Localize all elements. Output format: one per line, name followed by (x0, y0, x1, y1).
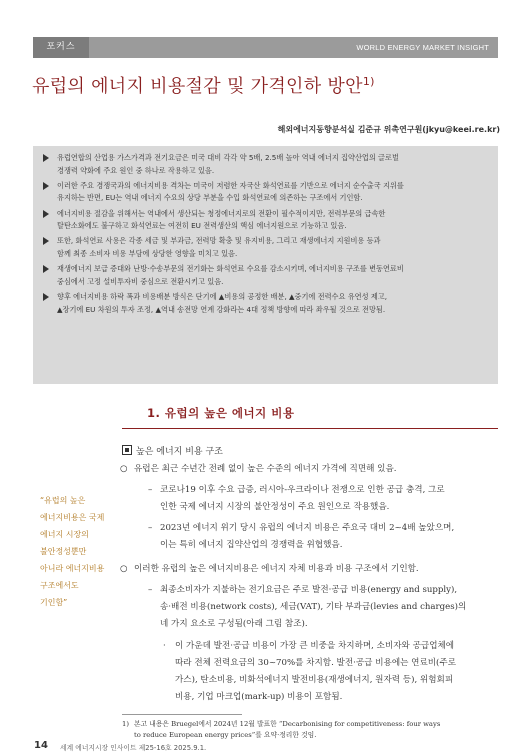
pull-quote-line: 아니라 에너지비용 (40, 564, 105, 573)
pull-quote-line: 불안정성뿐만 (40, 547, 87, 556)
footnote-divider (122, 714, 242, 715)
pull-quote-line: 에너지비용은 국제 (40, 513, 105, 522)
title-text: 유럽의 에너지 비용절감 및 가격인하 방안 (32, 76, 363, 97)
summary-item (57, 291, 486, 316)
summary-line: 에너지비용 절감을 위해서는 역내에서 생산되는 청정에너지로의 전환이 필수적이지만, 전력부문의 급속한 (57, 208, 386, 218)
subheading-text: 높은 에너지 비용 구조 (136, 447, 223, 457)
dash-bullet-icon: – (148, 523, 153, 533)
paragraph-2a-line: 송·배전 비용(network costs), 세금(VAT), 기타 부과금(levies and charges)의 (160, 602, 467, 612)
summary-line: 또한, 화석연료 사용은 각종 세금 및 부과금, 전력망 확충 및 유지비용, 그리고 재생에너지 지원비용 등과 (57, 236, 381, 246)
page-title (32, 72, 375, 98)
author-line: 해외에너지동향분석실 김준규 위촉연구원(jkyu@keei.re.kr) (277, 125, 500, 134)
summary-line: 이러한 주요 경쟁국과의 에너지비용 격차는 미국이 저렴한 자국산 화석연료를 기반으로 에너지 순수출국 지위를 (57, 180, 404, 190)
pull-quote-line: 기인함” (40, 598, 68, 607)
paragraph-2-text: 이러한 유럽의 높은 에너지비용은 에너지 자체 비용과 비용 구조에서 기인함. (134, 564, 419, 574)
subheading (122, 444, 223, 457)
section-tab: 포커스 (33, 37, 89, 58)
pull-quote-line: 에너지 시장의 (40, 530, 89, 539)
summary-item (57, 235, 486, 260)
paragraph-2b-line: 가스), 탄소비용, 비화석에너지 발전비용(재생에너지, 원자력 등), 위험회피 (175, 675, 454, 685)
title-footnote-ref[interactable]: 1) (362, 75, 375, 88)
summary-item (57, 180, 486, 205)
footnote-line: to reduce European energy prices”를 요약·정리한 것임. (134, 730, 317, 739)
paragraph-2a-line: 최종소비자가 지불하는 전기요금은 주로 발전·공급 비용(energy and supply), (160, 585, 458, 595)
dot-bullet-icon: · (163, 641, 166, 651)
header-bar (33, 37, 498, 58)
page-number: 14 (34, 740, 48, 751)
triangle-bullet-icon (43, 237, 49, 245)
summary-item (57, 263, 486, 288)
triangle-bullet-icon (43, 293, 49, 301)
summary-line: ▲장기에 EU 차원의 투자 조정, ▲역내 송전망 연계 강화라는 4대 정책 방향에 따라 좌우될 것으로 전망됨. (57, 304, 386, 314)
footnote-line: 본고 내용은 Bruegel에서 2024년 12월 발표한 “Decarbonising for competitiveness: four ways (134, 720, 441, 728)
paragraph-1a-line: 인한 국제 에너지 시장의 불안정성이 주요 원인으로 작용했음. (160, 502, 390, 512)
summary-line: 함께 최종 소비자 비용 부담에 상당한 영향을 미치고 있음. (57, 248, 238, 258)
summary-item (57, 208, 486, 233)
paragraph-2b-line: 따라 전체 전력요금의 30~70%를 차지함. 발전·공급 비용에는 연료비(주로 (175, 658, 457, 668)
section-divider (122, 428, 498, 429)
paragraph-2 (120, 561, 494, 578)
summary-list (33, 146, 498, 316)
paragraph-1-text: 유럽은 최근 수년간 전례 없이 높은 수준의 에너지 가격에 직면해 있음. (134, 464, 397, 474)
paragraph-2a (148, 582, 498, 633)
publication-name: WORLD ENERGY MARKET INSIGHT (356, 43, 489, 52)
summary-line: 유지하는 반면, EU는 역내 에너지 수요의 상당 부분을 수입 화석연료에 의존하는 구조에서 기인함. (57, 193, 363, 203)
triangle-bullet-icon (43, 182, 49, 190)
summary-line: 중심에서 고정 설비투자비 중심으로 전환시키고 있음. (57, 276, 224, 286)
paragraph-2a-line: 네 가지 요소로 구성됨(아래 그림 참조). (160, 619, 308, 629)
summary-item (57, 152, 486, 177)
circle-bullet-icon: ○ (120, 564, 128, 574)
summary-line: 탈탄소화에도 불구하고 화석연료는 여전히 EU 전력생산의 핵심 에너지원으로 기능하고 있음. (57, 221, 347, 231)
paragraph-1b (148, 520, 498, 554)
paragraph-1b-line: 이는 특히 에너지 집약산업의 경쟁력을 위협했음. (160, 540, 343, 550)
summary-line: 유럽연합의 산업용 가스가격과 전기요금은 미국 대비 각각 약 5배, 2.5배 높아 역내 에너지 집약산업의 글로벌 (57, 153, 399, 162)
footnote (122, 719, 498, 740)
triangle-bullet-icon (43, 154, 49, 162)
summary-box (33, 146, 498, 384)
paragraph-1a-line: 코로나19 이후 수요 급증, 러시아-우크라이나 전쟁으로 인한 공급 충격, 그로 (160, 485, 445, 495)
dash-bullet-icon: – (148, 485, 153, 495)
paragraph-2b-line: 비용, 기업 마크업(mark-up) 비용이 포함됨. (175, 692, 343, 702)
summary-line: 경쟁력 약화에 주요 원인 중 하나로 작용하고 있음. (57, 165, 215, 175)
square-bullet-icon (122, 445, 132, 455)
pull-quote (40, 492, 112, 611)
footnote-number: 1) (122, 720, 129, 728)
paragraph-2b-line: 이 가운데 발전·공급 비용이 가장 큰 비중을 차지하며, 소비자와 공급업체에 (175, 641, 455, 651)
circle-bullet-icon: ○ (120, 464, 128, 474)
triangle-bullet-icon (43, 210, 49, 218)
summary-line: 향후 에너지비용 하락 폭과 비용배분 방식은 단기에 ▲비용의 공정한 배분, ▲중기에 전력수요 유연성 제고, (57, 291, 387, 301)
paragraph-1 (120, 461, 494, 478)
paragraph-1b-line: 2023년 에너지 위기 당시 유럽의 에너지 비용은 주요국 대비 2~4배 높았으며, (160, 523, 455, 533)
dash-bullet-icon: – (148, 585, 153, 595)
summary-line: 재생에너지 보급 증대와 난방·수송부문의 전기화는 화석연료 수요를 감소시키며, 에너지비용 구조를 변동연료비 (57, 264, 404, 274)
section-title: 1. 유럽의 높은 에너지 비용 (147, 406, 295, 420)
triangle-bullet-icon (43, 265, 49, 273)
paragraph-1a (148, 482, 498, 516)
pull-quote-line: 구조에서도 (40, 581, 79, 590)
footer-text: 세계 에너지시장 인사이트 제25-16호 2025.9.1. (60, 744, 207, 752)
pull-quote-line: “유럽의 높은 (40, 496, 86, 505)
paragraph-2b (163, 638, 495, 706)
